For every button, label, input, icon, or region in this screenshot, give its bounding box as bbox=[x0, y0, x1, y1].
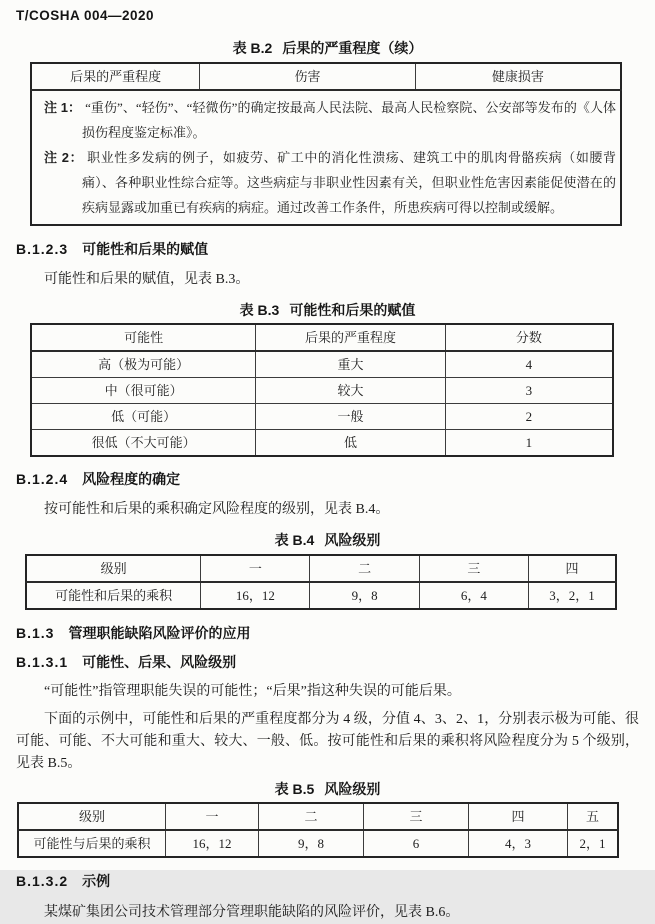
data-cell: 9，8 bbox=[310, 582, 419, 609]
data-cell: 3，2，1 bbox=[529, 582, 616, 609]
table-b2-header-injury: 伤害 bbox=[200, 63, 416, 90]
row-label-cell: 可能性和后果的乘积 bbox=[26, 582, 201, 609]
note-2-text: 职业性多发病的例子，如疲劳、矿工中的消化性溃疡、建筑工中的肌肉骨骼疾病（如腰背痛）、各种职业性综合症等。这些病症与非职业性因素有关，但职业性危害因素能促使潜在的疾病显露或加重已有疾病的病症。通过改善工作条件，所患疾病可得以控制或缓解。 bbox=[82, 150, 616, 215]
table-b5-caption bbox=[16, 779, 639, 799]
header-cell: 三 bbox=[419, 555, 528, 582]
doc-code: T/COSHA 004—2020 bbox=[16, 8, 155, 23]
table-b2 bbox=[30, 62, 622, 226]
section-number: B.1.2.3 bbox=[16, 241, 69, 257]
paragraph-b131-2: 下面的示例中，可能性和后果的严重程度都分为 4 级，分值 4、3、2、1，分别表示极为可能、很可能、可能、不大可能和重大、较大、一般、低。按可能性和后果的乘积将风险程度分为 5 个级别，见表 B.5。 bbox=[16, 712, 639, 771]
table-b2-caption-number: 表 B.2 bbox=[232, 40, 273, 56]
section-heading-b13 bbox=[16, 624, 639, 642]
data-cell: 4 bbox=[445, 351, 613, 378]
data-cell: 16，12 bbox=[201, 582, 310, 609]
table-b4-caption-title: 风险级别 bbox=[324, 532, 381, 548]
note-1-label: 注 1： bbox=[44, 100, 82, 115]
table-b4-caption-number: 表 B.4 bbox=[274, 532, 315, 548]
table-b4-caption bbox=[16, 530, 639, 550]
section-number: B.1.3.2 bbox=[16, 873, 69, 889]
paragraph-b123: 可能性和后果的赋值，见表 B.3。 bbox=[44, 272, 250, 287]
header-cell: 一 bbox=[166, 803, 259, 830]
table-b3-caption bbox=[16, 300, 639, 320]
table-b2-caption bbox=[16, 38, 639, 58]
table-b5-header-level: 级别 bbox=[18, 803, 166, 830]
table-b2-header-health: 健康损害 bbox=[415, 63, 621, 90]
table-b5-values-row bbox=[18, 830, 618, 857]
table-b3-header-score: 分数 bbox=[445, 324, 613, 351]
data-cell: 低（可能） bbox=[31, 404, 256, 430]
table-b2-notes-row bbox=[31, 90, 621, 225]
table-b3-header-severity: 后果的严重程度 bbox=[256, 324, 445, 351]
table-row bbox=[31, 430, 613, 457]
note-1 bbox=[36, 95, 616, 145]
section-number: B.1.3.1 bbox=[16, 654, 69, 670]
section-title: 风险程度的确定 bbox=[82, 471, 181, 487]
section-heading-b131 bbox=[16, 653, 639, 671]
header-cell: 一 bbox=[201, 555, 310, 582]
section-title: 可能性和后果的赋值 bbox=[82, 241, 209, 257]
table-b4-header-level: 级别 bbox=[26, 555, 201, 582]
note-2-label: 注 2： bbox=[44, 150, 84, 165]
table-b4-header-row bbox=[26, 555, 616, 582]
data-cell: 3 bbox=[445, 378, 613, 404]
table-b5-caption-title: 风险级别 bbox=[324, 781, 381, 797]
data-cell: 一般 bbox=[256, 404, 445, 430]
section-title: 可能性、后果、风险级别 bbox=[82, 654, 237, 670]
paragraph-b124: 按可能性和后果的乘积确定风险程度的级别，见表 B.4。 bbox=[44, 502, 390, 517]
table-b4-values-row bbox=[26, 582, 616, 609]
table-b5 bbox=[17, 802, 619, 858]
header-cell: 二 bbox=[259, 803, 364, 830]
data-cell: 9，8 bbox=[259, 830, 364, 857]
table-b2-header-row bbox=[31, 63, 621, 90]
data-cell: 重大 bbox=[256, 351, 445, 378]
data-cell: 16，12 bbox=[166, 830, 259, 857]
table-b2-notes-cell bbox=[31, 90, 621, 225]
section-heading-b123 bbox=[16, 240, 639, 258]
data-cell: 较大 bbox=[256, 378, 445, 404]
header-cell: 五 bbox=[568, 803, 619, 830]
section-heading-b124 bbox=[16, 470, 639, 488]
data-cell: 6 bbox=[364, 830, 469, 857]
section-title: 管理职能缺陷风险评价的应用 bbox=[68, 625, 251, 641]
data-cell: 低 bbox=[256, 430, 445, 457]
header-cell: 四 bbox=[529, 555, 616, 582]
data-cell: 1 bbox=[445, 430, 613, 457]
data-cell: 很低（不大可能） bbox=[31, 430, 256, 457]
table-b4 bbox=[25, 554, 617, 610]
data-cell: 高（极为可能） bbox=[31, 351, 256, 378]
section-number: B.1.3 bbox=[16, 625, 55, 641]
table-row bbox=[31, 404, 613, 430]
header-cell: 四 bbox=[469, 803, 568, 830]
table-b3-header-row bbox=[31, 324, 613, 351]
table-b2-caption-title: 后果的严重程度（续） bbox=[282, 40, 423, 56]
section-number: B.1.2.4 bbox=[16, 471, 69, 487]
header-cell: 三 bbox=[364, 803, 469, 830]
table-b3-header-likelihood: 可能性 bbox=[31, 324, 256, 351]
table-b5-caption-number: 表 B.5 bbox=[274, 781, 315, 797]
header-cell: 二 bbox=[310, 555, 419, 582]
table-row bbox=[31, 351, 613, 378]
paragraph-b131-1: “可能性”指管理职能失误的可能性；“后果”指这种失误的可能后果。 bbox=[44, 684, 461, 699]
table-b3-caption-title: 可能性和后果的赋值 bbox=[289, 302, 416, 318]
note-2 bbox=[36, 145, 616, 220]
data-cell: 6，4 bbox=[419, 582, 528, 609]
paragraph-b132: 某煤矿集团公司技术管理部分管理职能缺陷的风险评价，见表 B.6。 bbox=[44, 905, 460, 920]
note-1-text: “重伤”、“轻伤”、“轻微伤”的确定按最高人民法院、最高人民检察院、公安部等发布的《人体损伤程度鉴定标准》。 bbox=[82, 100, 616, 140]
section-heading-b132 bbox=[16, 872, 639, 890]
data-cell: 中（很可能） bbox=[31, 378, 256, 404]
table-b3 bbox=[30, 323, 614, 457]
table-b2-header-severity: 后果的严重程度 bbox=[31, 63, 200, 90]
row-label-cell: 可能性与后果的乘积 bbox=[18, 830, 166, 857]
data-cell: 2，1 bbox=[568, 830, 619, 857]
table-b5-header-row bbox=[18, 803, 618, 830]
data-cell: 4，3 bbox=[469, 830, 568, 857]
table-b3-caption-number: 表 B.3 bbox=[239, 302, 280, 318]
data-cell: 2 bbox=[445, 404, 613, 430]
table-row bbox=[31, 378, 613, 404]
section-title: 示例 bbox=[82, 873, 111, 889]
